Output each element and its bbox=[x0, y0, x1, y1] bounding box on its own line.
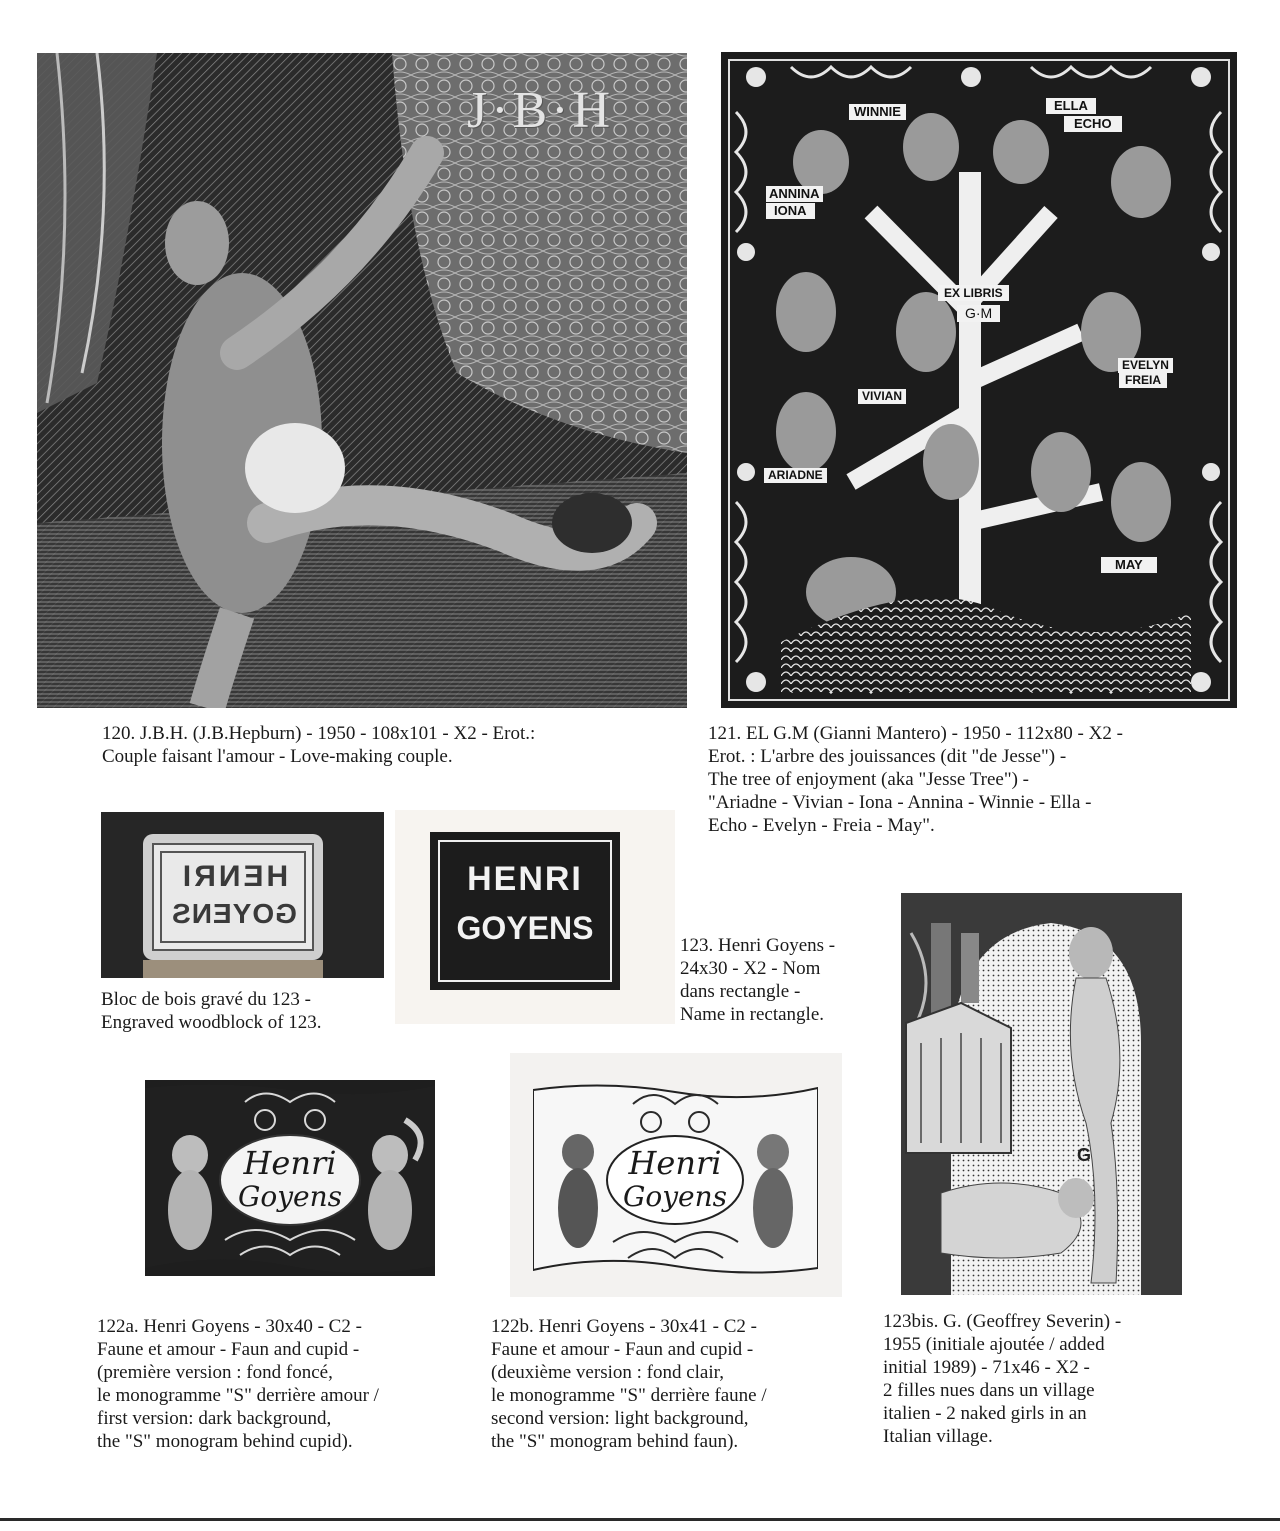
caption-line: Faune et amour - Faun and cupid - bbox=[97, 1339, 360, 1360]
plate-121-image bbox=[721, 52, 1237, 708]
caption-line: the "S" monogram behind cupid). bbox=[97, 1431, 353, 1452]
page-bottom-rule bbox=[0, 1518, 1280, 1521]
caption-line: initial 1989) - 71x46 - X2 - bbox=[883, 1357, 1090, 1378]
caption-line: 121. EL G.M (Gianni Mantero) - 1950 - 112x80 - X2 - bbox=[708, 723, 1123, 744]
caption-line: italien - 2 naked girls in an bbox=[883, 1403, 1087, 1424]
plate-120-caption bbox=[102, 722, 535, 768]
woodblock-caption bbox=[101, 988, 322, 1034]
woodblock-image bbox=[101, 812, 384, 978]
caption-line: 24x30 - X2 - Nom bbox=[680, 958, 821, 979]
plate-121-caption bbox=[708, 722, 1123, 837]
plate-122b-name2: Goyens bbox=[622, 1180, 727, 1213]
label-exlibris: EX LIBRIS bbox=[938, 285, 1009, 301]
plate-123-caption bbox=[680, 934, 835, 1026]
plate-123-image bbox=[430, 832, 620, 990]
plate-122a-name1: Henri bbox=[243, 1144, 337, 1182]
woodblock-line2: GOYENS bbox=[171, 898, 297, 929]
caption-line: first version: dark background, bbox=[97, 1408, 332, 1429]
caption-line: 1955 (initiale ajoutée / added bbox=[883, 1334, 1105, 1355]
caption-line: Name in rectangle. bbox=[680, 1004, 825, 1025]
caption-line: 123. Henri Goyens - bbox=[680, 935, 836, 956]
plate-123bis-image bbox=[901, 893, 1182, 1295]
caption-line: Couple faisant l'amour - Love-making couple. bbox=[102, 746, 453, 767]
plate-123bis-caption bbox=[883, 1310, 1121, 1448]
caption-line: dans rectangle - bbox=[680, 981, 801, 1002]
caption-line: 122b. Henri Goyens - 30x41 - C2 - bbox=[491, 1316, 757, 1337]
caption-line: 123bis. G. (Geoffrey Severin) - bbox=[883, 1311, 1122, 1332]
caption-line: (deuxième version : fond clair, bbox=[491, 1362, 724, 1383]
plate-122b-name1: Henri bbox=[628, 1144, 722, 1182]
label-annina: ANNINA bbox=[766, 186, 823, 202]
label-ariadne: ARIADNE bbox=[764, 468, 827, 483]
plate-120-image bbox=[37, 53, 687, 708]
caption-line: (première version : fond foncé, bbox=[97, 1362, 333, 1383]
caption-line: Faune et amour - Faun and cupid - bbox=[491, 1339, 754, 1360]
caption-line: Engraved woodblock of 123. bbox=[101, 1012, 322, 1033]
label-freia: FREIA bbox=[1119, 373, 1167, 388]
plate-123-line2: GOYENS bbox=[456, 910, 594, 946]
label-ella: ELLA bbox=[1046, 98, 1096, 114]
caption-line: le monogramme "S" derrière amour / bbox=[97, 1385, 379, 1406]
plate-122a-image bbox=[145, 1080, 435, 1276]
plate-123bis-initial: G bbox=[1077, 1145, 1092, 1165]
plate-122b-caption bbox=[491, 1315, 767, 1453]
caption-line: Bloc de bois gravé du 123 - bbox=[101, 989, 312, 1010]
plate-123-line1: HENRI bbox=[467, 860, 583, 898]
label-gm: G·M bbox=[957, 305, 1000, 322]
caption-line: le monogramme "S" derrière faune / bbox=[491, 1385, 767, 1406]
caption-line: 2 filles nues dans un village bbox=[883, 1380, 1095, 1401]
caption-line: second version: light background, bbox=[491, 1408, 749, 1429]
label-vivian: VIVIAN bbox=[858, 389, 906, 404]
woodblock-line1: HENRI bbox=[179, 860, 289, 893]
caption-line: the "S" monogram behind faun). bbox=[491, 1431, 739, 1452]
caption-line: Italian village. bbox=[883, 1426, 993, 1447]
plate-122a-caption bbox=[97, 1315, 379, 1453]
label-evelyn: EVELYN bbox=[1118, 358, 1173, 373]
plate-120-monogram: J·B·H bbox=[467, 82, 615, 139]
label-winnie: WINNIE bbox=[849, 104, 906, 120]
label-echo: ECHO bbox=[1064, 116, 1122, 132]
plate-122a-name2: Goyens bbox=[237, 1180, 342, 1213]
caption-line: Echo - Evelyn - Freia - May". bbox=[708, 815, 935, 836]
caption-line: 122a. Henri Goyens - 30x40 - C2 - bbox=[97, 1316, 362, 1337]
caption-line: The tree of enjoyment (aka "Jesse Tree") - bbox=[708, 769, 1029, 790]
plate-122b-image bbox=[533, 1080, 818, 1276]
caption-line: "Ariadne - Vivian - Iona - Annina - Winnie - Ella - bbox=[708, 792, 1092, 813]
label-may: MAY bbox=[1101, 557, 1157, 573]
caption-line: 120. J.B.H. (J.B.Hepburn) - 1950 - 108x101 - X2 - Erot.: bbox=[102, 723, 536, 744]
label-iona: IONA bbox=[766, 203, 815, 219]
caption-line: Erot. : L'arbre des jouissances (dit "de Jesse") - bbox=[708, 746, 1067, 767]
